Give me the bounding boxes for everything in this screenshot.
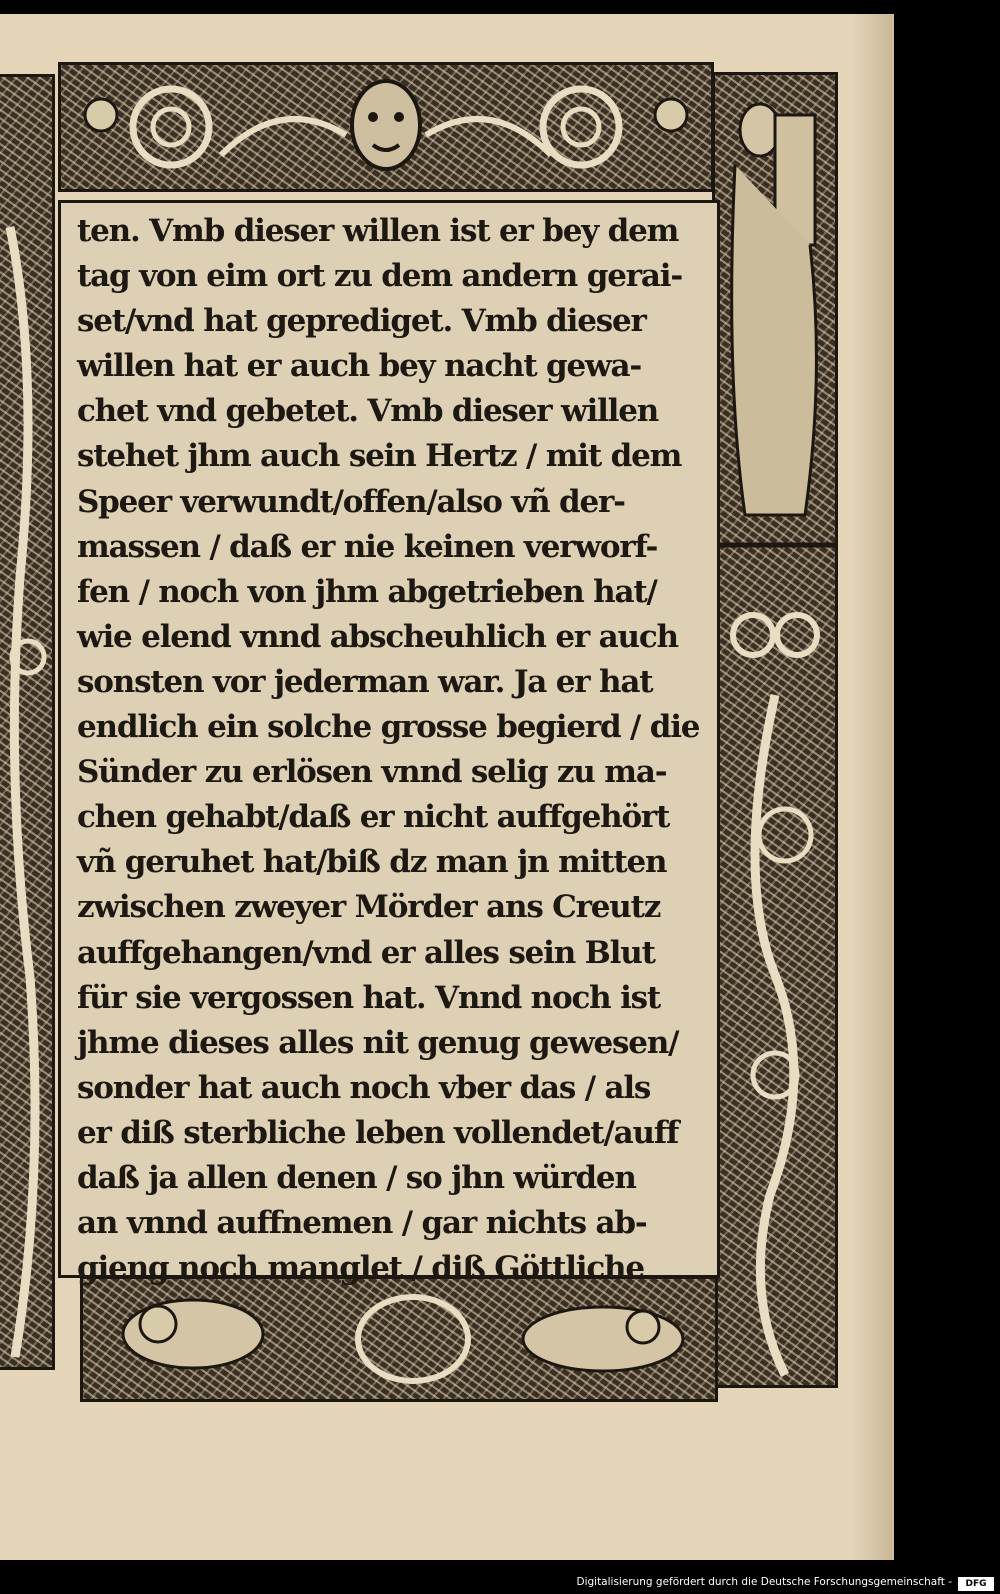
- text-line: wie elend vnnd abscheuhlich er auch: [77, 618, 678, 655]
- text-line: Sünder zu erlösen vnnd selig zu ma-: [77, 754, 667, 791]
- text-line: an vnnd auffnemen / gar nichts ab-: [77, 1205, 647, 1242]
- text-line: Speer verwundt/offen/also vñ der-: [77, 483, 625, 520]
- text-line: vñ geruhet hat/biß dz man jn mitten: [77, 844, 667, 881]
- text-line: willen hat er auch bey nacht gewa-: [77, 348, 642, 385]
- text-line: set/vnd hat geprediget. Vmb dieser: [77, 303, 646, 340]
- top-ornament-border: [58, 62, 714, 192]
- text-line: endlich ein solche grosse begierd / die: [77, 709, 700, 746]
- scroll-ornament-icon: [61, 65, 711, 189]
- text-line: auffgehangen/vnd er alles sein Blut: [77, 934, 655, 971]
- saint-figure-icon: [715, 75, 835, 1385]
- dfg-logo: DFG: [958, 1577, 994, 1591]
- footer-credit: Digitalisierung gefördert durch die Deutsche Forschungsgemeinschaft -: [576, 1576, 952, 1588]
- text-line: fen / noch von jhm abgetrieben hat/: [77, 573, 657, 610]
- book-page: [0, 14, 894, 1560]
- right-ornament-border: [712, 72, 838, 1388]
- text-line: gieng noch manglet / diß Göttliche: [77, 1250, 644, 1287]
- sleeping-figures-icon: [83, 1279, 715, 1399]
- text-lines: [77, 209, 705, 1291]
- text-line: tag von eim ort zu dem andern gerai-: [77, 258, 682, 295]
- text-line: ten. Vmb dieser willen ist er bey dem: [77, 213, 679, 249]
- text-line: stehet jhm auch sein Hertz / mit dem: [77, 438, 682, 475]
- left-ornament-border: [0, 74, 55, 1370]
- text-line: jhme dieses alles nit genug gewesen/: [77, 1024, 679, 1061]
- text-line: sonder hat auch noch vber das / als: [77, 1069, 651, 1106]
- text-line: chet vnd gebetet. Vmb dieser willen: [77, 393, 659, 430]
- text-line: er diß sterbliche leben vollendet/auff: [77, 1114, 679, 1151]
- text-line: sonsten vor jederman war. Ja er hat: [77, 663, 653, 700]
- text-line: zwischen zweyer Mörder ans Creutz: [77, 889, 661, 926]
- footer-bar: [0, 1575, 1000, 1594]
- text-line: chen gehabt/daß er nicht auffgehört: [77, 799, 670, 836]
- text-block: [58, 200, 720, 1287]
- text-line: für sie vergossen hat. Vnnd noch ist: [77, 979, 661, 1016]
- text-line: daß ja allen denen / so jhn würden: [77, 1159, 636, 1196]
- bottom-ornament-border: [80, 1276, 718, 1402]
- text-line: massen / daß er nie keinen verworf-: [77, 528, 658, 565]
- figure-column-icon: [0, 77, 52, 1367]
